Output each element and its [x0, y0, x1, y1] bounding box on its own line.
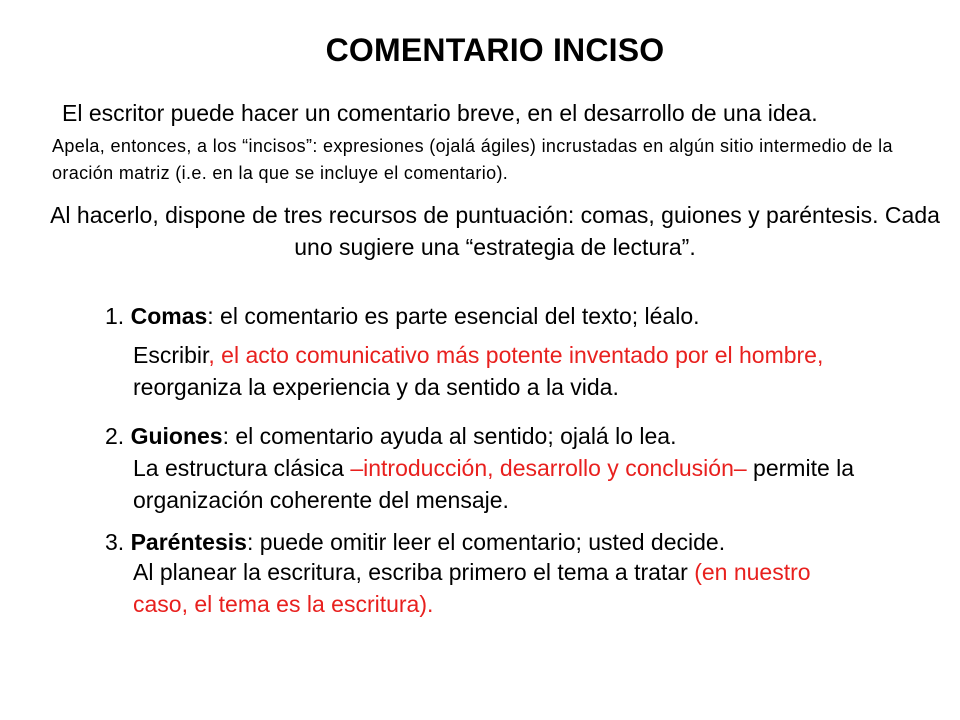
example-text-highlight: (en nuestro caso, el tema es la escritura). — [133, 559, 811, 617]
item-guiones-heading — [105, 423, 676, 450]
item-number: 1. — [105, 303, 125, 329]
example-text-before: La estructura clásica — [133, 455, 351, 481]
example-text-before: Escribir — [133, 342, 209, 368]
paragraph-recursos: Al hacerlo, dispone de tres recursos de puntuación: comas, guiones y paréntesis. Cada uno sugiere una “estrategia de lectura”. — [50, 202, 940, 260]
example-text-after: permite la organización coherente del mensaje. — [133, 455, 855, 513]
page-title: COMENTARIO INCISO — [325, 32, 665, 68]
example-text-highlight: –introducción, desarrollo y conclusión– — [350, 455, 747, 481]
item-number: 3. — [105, 529, 125, 555]
item-term: Paréntesis — [130, 529, 247, 555]
item-guiones-example — [133, 452, 873, 516]
item-description: : el comentario ayuda al sentido; ojalá lo lea. — [222, 423, 677, 449]
item-description: : el comentario es parte esencial del texto; léalo. — [207, 303, 700, 329]
item-parentesis-heading — [105, 529, 725, 556]
intro-line-2: Apela, entonces, a los “incisos”: expresiones (ojalá ágiles) incrustadas en algún sitio intermedio de la oración matriz (i.e. en la que se incluye el comentario). — [52, 136, 893, 183]
item-comas-example — [133, 339, 833, 403]
intro-line-1: El escritor puede hacer un comentario breve, en el desarrollo de una idea. — [62, 100, 818, 126]
example-text-before: Al planear la escritura, escriba primero el tema a tratar — [133, 559, 695, 585]
example-text-highlight: , el acto comunicativo más potente inventado por el hombre, — [208, 342, 824, 368]
item-parentesis-example — [133, 556, 863, 620]
item-term: Comas — [130, 303, 208, 329]
example-text-after: reorganiza la experiencia y da sentido a la vida. — [133, 374, 619, 400]
item-comas-heading — [105, 303, 700, 330]
item-description: : puede omitir leer el comentario; usted decide. — [246, 529, 726, 555]
item-number: 2. — [105, 423, 125, 449]
item-term: Guiones — [130, 423, 223, 449]
